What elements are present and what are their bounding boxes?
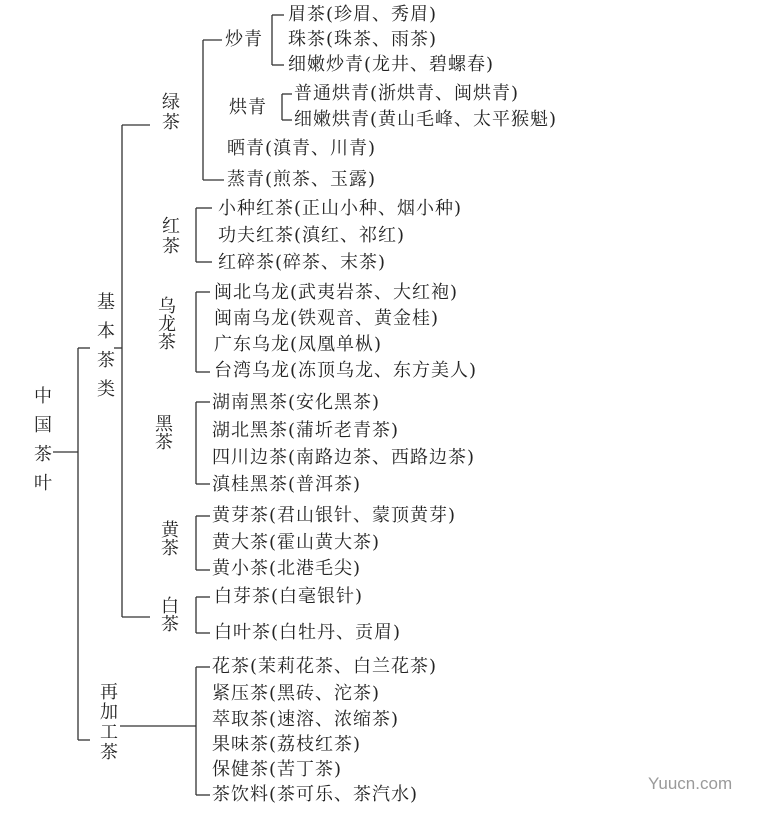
list-item: 红碎茶(碎茶、末茶)	[218, 252, 387, 273]
list-item: 功夫红茶(滇红、祁红)	[218, 225, 406, 246]
list-item: 四川边茶(南路边茶、西路边茶)	[212, 447, 476, 468]
hongqing-label: 烘青	[229, 97, 267, 118]
list-item: 细嫩炒青(龙井、碧螺春)	[288, 54, 495, 75]
list-item: 眉茶(珍眉、秀眉)	[288, 4, 438, 25]
list-item: 黄大茶(霍山黄大茶)	[212, 532, 381, 553]
list-item: 黄芽茶(君山银针、蒙顶黄芽)	[212, 505, 457, 526]
list-item: 紧压茶(黑砖、沱茶)	[212, 683, 381, 704]
white-label: 白茶	[158, 596, 179, 632]
zhengqing-item: 蒸青(煎茶、玉露)	[227, 169, 377, 190]
list-item: 白叶茶(白牡丹、贡眉)	[214, 622, 402, 643]
root-label: 中国茶叶	[31, 386, 52, 502]
shaiqing-item: 晒青(滇青、川青)	[227, 138, 377, 159]
yellow-label: 黄茶	[158, 520, 179, 556]
list-item: 萃取茶(速溶、浓缩茶)	[212, 709, 400, 730]
basic-label: 基本茶类	[94, 292, 115, 408]
list-item: 湖北黑茶(蒲圻老青茶)	[212, 420, 400, 441]
list-item: 花茶(茉莉花茶、白兰花茶)	[212, 656, 438, 677]
list-item: 普通烘青(浙烘青、闽烘青)	[294, 83, 520, 104]
list-item: 果味茶(荔枝红茶)	[212, 734, 362, 755]
list-item: 珠茶(珠茶、雨茶)	[288, 29, 438, 50]
list-item: 保健茶(苦丁茶)	[212, 759, 343, 780]
list-item: 茶饮料(茶可乐、茶汽水)	[212, 784, 419, 805]
list-item: 闽南乌龙(铁观音、黄金桂)	[214, 308, 440, 329]
chaoqing-label: 炒青	[225, 29, 263, 50]
reprocessed-label: 再加工茶	[97, 682, 118, 762]
list-item: 闽北乌龙(武夷岩茶、大红袍)	[214, 282, 459, 303]
list-item: 白芽茶(白毫银针)	[214, 586, 364, 607]
list-item: 广东乌龙(凤凰单枞)	[214, 334, 383, 355]
list-item: 湖南黑茶(安化黑茶)	[212, 392, 381, 413]
dark-label: 黑茶	[152, 414, 173, 450]
green-label: 绿茶	[159, 92, 180, 132]
list-item: 细嫩烘青(黄山毛峰、太平猴魁)	[294, 109, 558, 130]
list-item: 台湾乌龙(冻顶乌龙、东方美人)	[214, 360, 478, 381]
watermark: Yuucn.com	[648, 774, 733, 793]
list-item: 小种红茶(正山小种、烟小种)	[218, 198, 463, 219]
red-label: 红茶	[159, 216, 180, 256]
list-item: 黄小茶(北港毛尖)	[212, 558, 362, 579]
oolong-label: 乌龙茶	[155, 296, 176, 350]
list-item: 滇桂黑茶(普洱茶)	[212, 474, 362, 495]
